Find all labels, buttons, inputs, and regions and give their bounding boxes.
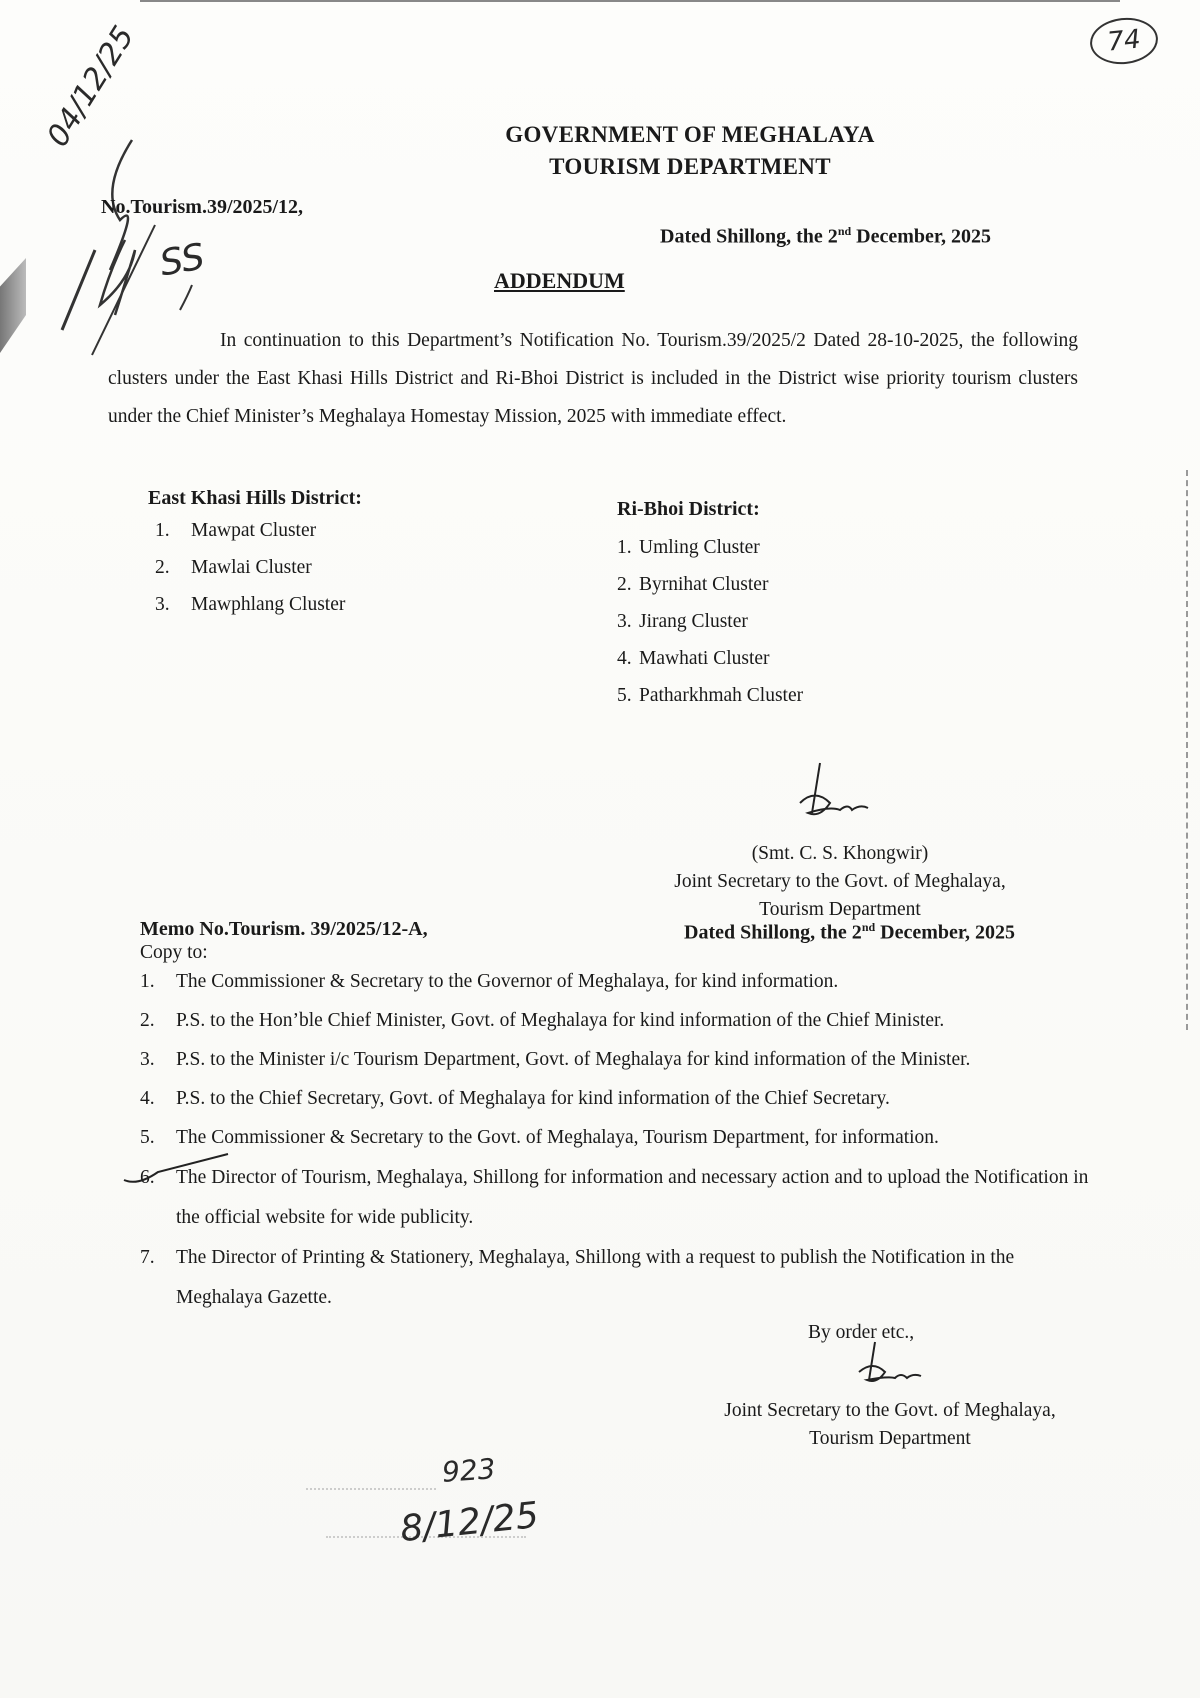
- department-title: TOURISM DEPARTMENT: [549, 154, 831, 179]
- binding-mark: [0, 258, 26, 353]
- ri-bhoi-heading: Ri-Bhoi District:: [617, 498, 760, 520]
- receipt-number: 923: [440, 1452, 497, 1489]
- by-order-text: By order etc.,: [808, 1322, 915, 1343]
- header-date: [660, 224, 991, 249]
- copy-item: 6. The Director of Tourism, Meghalaya, Shillong for information and necessary action and to upload the Notification in the official website for wide publicity.: [140, 1167, 1089, 1228]
- list-item: 3. Jirang Cluster: [617, 611, 748, 632]
- list-item: 5. Patharkhmah Cluster: [617, 685, 804, 706]
- copy-item: 7. The Director of Printing & Stationery, Meghalaya, Shillong with a request to publish the Notification in the Meghalaya Gazette.: [140, 1247, 1015, 1308]
- memo-number: Memo No.Tourism. 39/2025/12-A,: [140, 918, 428, 940]
- handwritten-date: 04/12/25: [40, 20, 142, 153]
- signature: [790, 758, 880, 828]
- body-paragraph: In continuation to this Department’s Notification No. Tourism.39/2025/2 Dated 28-10-2025, the following clusters under the East Khasi Hills District and Ri-Bhoi District is included in the District wise priority tourism clusters under the Chief Minister’s Meghalaya Homestay Mission, 2025 with immediate effect.: [108, 330, 1078, 427]
- list-item: 1. Mawpat Cluster: [155, 520, 317, 541]
- list-item: 1. Umling Cluster: [617, 537, 760, 558]
- copy-item: 3. P.S. to the Minister i/c Tourism Department, Govt. of Meghalaya for kind information of the Minister.: [140, 1049, 971, 1070]
- closing-signature: [855, 1340, 935, 1390]
- east-khasi-list: [155, 520, 455, 631]
- copy-item: 2. P.S. to the Hon’ble Chief Minister, Govt. of Meghalaya for kind information of the Chief Minister.: [140, 1010, 945, 1031]
- copy-item: 4. P.S. to the Chief Secretary, Govt. of Meghalaya for kind information of the Chief Secretary.: [140, 1088, 890, 1109]
- signatory-block: [620, 840, 1060, 924]
- list-item: 2. Byrnihat Cluster: [617, 574, 769, 595]
- closing-block: [690, 1397, 1090, 1453]
- memo-date-sup: nd: [861, 920, 876, 934]
- signatory-designation: Joint Secretary to the Govt. of Meghalaya,: [674, 871, 1006, 892]
- header-date-sup: nd: [837, 224, 852, 238]
- copy-item: 1. The Commissioner & Secretary to the Governor of Meghalaya, for kind information.: [140, 971, 839, 992]
- receipt-date: 8/12/25: [398, 1494, 541, 1551]
- header-date-suffix: December, 2025: [851, 225, 991, 248]
- reference-number: No.Tourism.39/2025/12,: [101, 196, 304, 218]
- tick-mark: [118, 1150, 238, 1190]
- signatory-department: Tourism Department: [759, 899, 921, 920]
- list-item: 2. Mawlai Cluster: [155, 557, 312, 578]
- memo-date: [684, 920, 1015, 945]
- margin-perforation: [1186, 470, 1196, 1030]
- memo-date-prefix: Dated Shillong, the 2: [684, 921, 862, 944]
- document-title: ADDENDUM: [494, 268, 625, 293]
- ri-bhoi-list: [617, 537, 917, 722]
- list-item: 4. Mawhati Cluster: [617, 648, 770, 669]
- copy-item: 5. The Commissioner & Secretary to the Govt. of Meghalaya, Tourism Department, for information.: [140, 1127, 939, 1148]
- page-number: 74: [1088, 15, 1160, 68]
- closing-designation: Joint Secretary to the Govt. of Meghalaya,: [724, 1400, 1056, 1421]
- header-date-prefix: Dated Shillong, the 2: [660, 225, 838, 248]
- list-item: 3. Mawphlang Cluster: [155, 594, 346, 615]
- top-edge-line: [140, 0, 1120, 2]
- government-title: GOVERNMENT OF MEGHALAYA: [505, 122, 875, 147]
- copy-to-label: Copy to:: [140, 942, 208, 963]
- east-khasi-heading: East Khasi Hills District:: [148, 487, 362, 509]
- signatory-name: (Smt. C. S. Khongwir): [751, 843, 929, 864]
- handwritten-initials: SS: [156, 236, 208, 285]
- memo-date-suffix: December, 2025: [875, 921, 1015, 944]
- closing-department: Tourism Department: [809, 1428, 971, 1449]
